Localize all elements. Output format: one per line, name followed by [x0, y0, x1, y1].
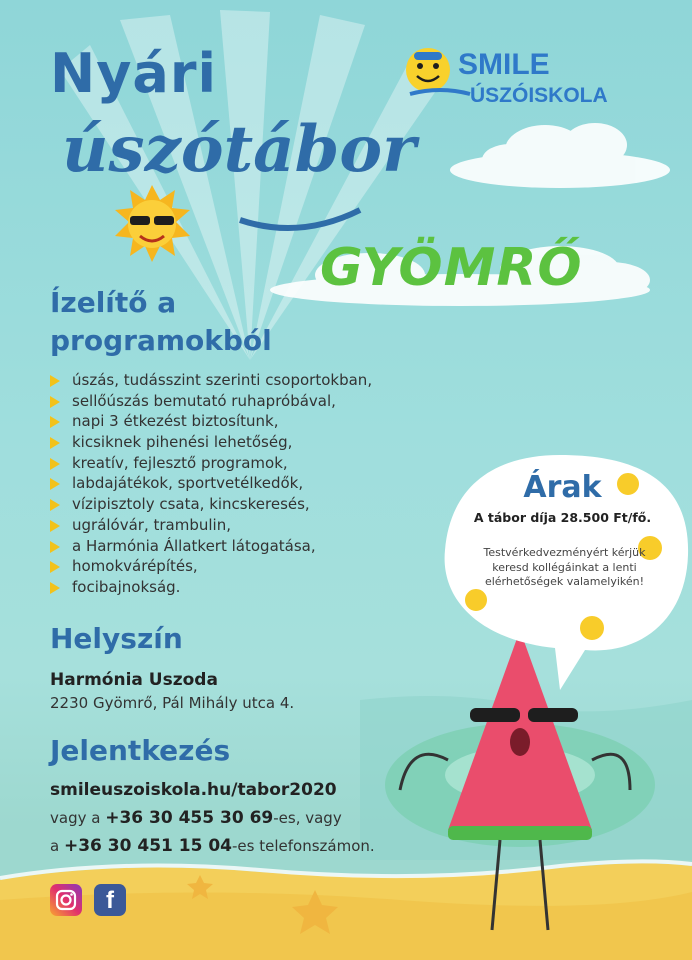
bullet-triangle-icon — [50, 499, 60, 511]
bullet-triangle-icon — [50, 582, 60, 594]
bullet-triangle-icon — [50, 437, 60, 449]
list-item: vízipisztoly csata, kincskeresés, — [50, 494, 372, 515]
programs-heading-line1: Ízelítő a — [50, 286, 177, 319]
programs-heading-line2: programokból — [50, 324, 272, 357]
registration-phone-line2: a +36 30 451 15 04-es telefonszámon. — [50, 836, 375, 856]
price-text: A tábor díja 28.500 Ft/fő. — [473, 510, 652, 525]
list-item: a Harmónia Állatkert látogatása, — [50, 536, 372, 557]
list-item: sellőúszás bemutató ruhapróbával, — [50, 391, 372, 412]
list-item: homokvárépítés, — [50, 556, 372, 577]
list-item: focibajnokság. — [50, 577, 372, 598]
logo-brand: SMILE — [458, 48, 550, 81]
city-name: GYÖMRŐ — [320, 238, 583, 298]
program-list — [50, 370, 372, 598]
programs-heading — [50, 284, 272, 360]
poster-title-line2: úszótábor — [62, 112, 416, 187]
price-note: Testvérkedvezményért kérjük keresd kollégáinkat a lenti elérhetőségek valamelyikén! — [483, 546, 646, 588]
bullet-triangle-icon — [50, 375, 60, 387]
instagram-glyph — [50, 884, 82, 916]
bullet-triangle-icon — [50, 541, 60, 553]
bullet-triangle-icon — [50, 478, 60, 490]
bullet-triangle-icon — [50, 561, 60, 573]
registration-heading: Jelentkezés — [50, 734, 231, 767]
poster-title-line1: Nyári — [50, 42, 217, 105]
list-item: kicsiknek pihenési lehetőség, — [50, 432, 372, 453]
facebook-icon[interactable]: f — [94, 884, 126, 916]
list-item: napi 3 étkezést biztosítunk, — [50, 411, 372, 432]
phone-number-2[interactable]: +36 30 451 15 04 — [63, 836, 233, 856]
bullet-triangle-icon — [50, 458, 60, 470]
logo-subtitle: ÚSZÓISKOLA — [470, 84, 608, 107]
cloud-top-right — [450, 123, 670, 188]
prices-heading: Árak — [523, 470, 602, 505]
list-item: kreatív, fejlesztő programok, — [50, 453, 372, 474]
list-item: ugrálóvár, trambulin, — [50, 515, 372, 536]
location-address: 2230 Gyömrő, Pál Mihály utca 4. — [50, 694, 295, 712]
instagram-icon[interactable] — [50, 884, 82, 916]
bullet-triangle-icon — [50, 416, 60, 428]
registration-url[interactable]: smileuszoiskola.hu/tabor2020 — [50, 780, 337, 800]
location-heading: Helyszín — [50, 622, 183, 655]
bullet-triangle-icon — [50, 396, 60, 408]
registration-phone-line1: vagy a +36 30 455 30 69-es, vagy — [50, 808, 342, 828]
bullet-triangle-icon — [50, 520, 60, 532]
list-item: úszás, tudásszint szerinti csoportokban, — [50, 370, 372, 391]
list-item: labdajátékok, sportvetélkedők, — [50, 473, 372, 494]
phone-number-1[interactable]: +36 30 455 30 69 — [105, 808, 274, 828]
location-name: Harmónia Uszoda — [50, 670, 218, 690]
